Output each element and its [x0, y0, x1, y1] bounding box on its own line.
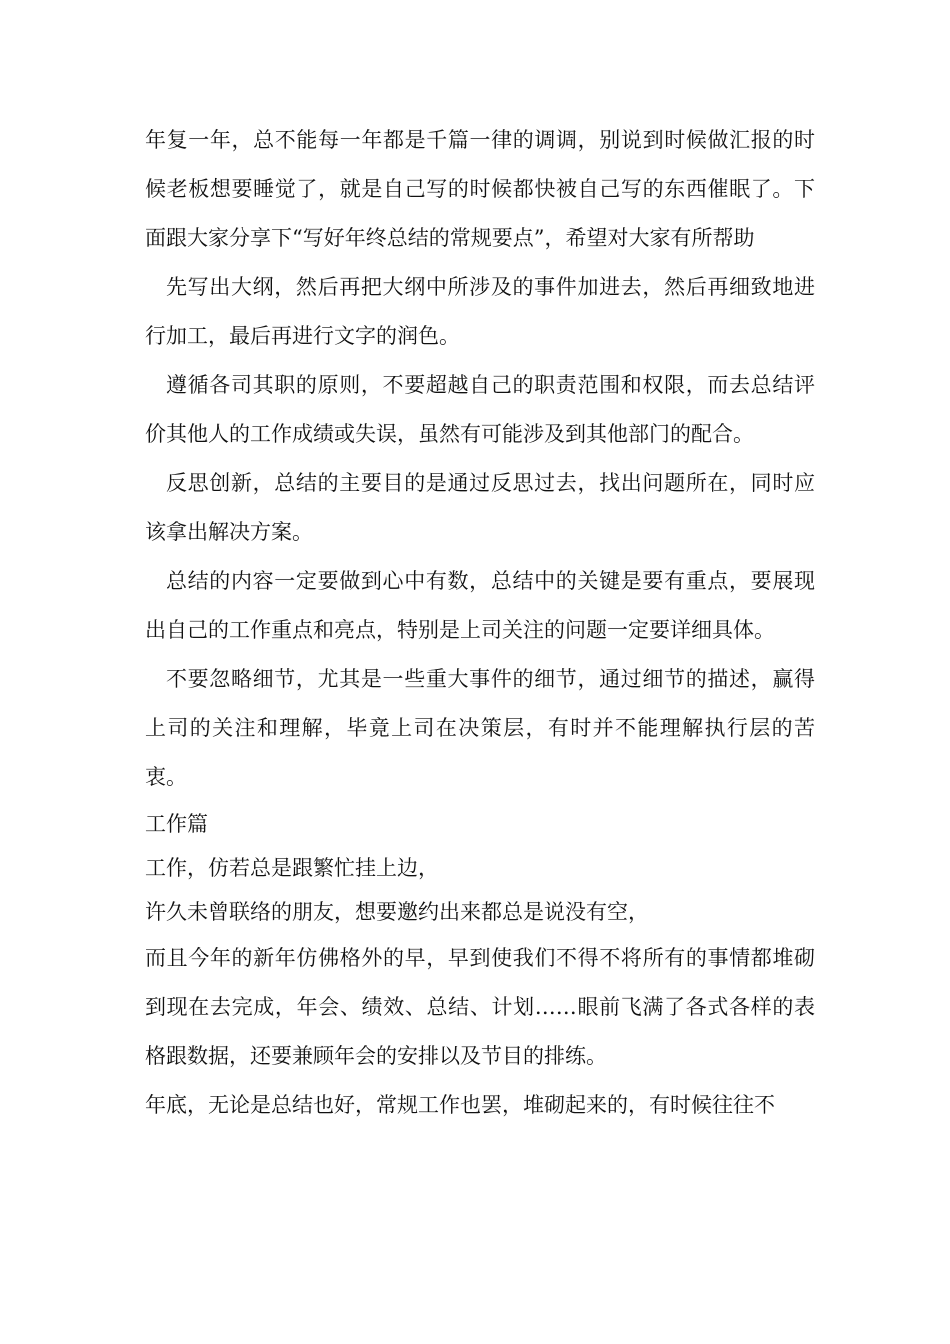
paragraph-responsibility: 遵循各司其职的原则，不要超越自己的职责范围和权限，而去总结评价其他人的工作成绩或失误，虽然有可能涉及到其他部门的配合。 — [145, 373, 815, 446]
paragraph-focus: 总结的内容一定要做到心中有数，总结中的关键是要有重点，要展现出自己的工作重点和亮点，特别是上司关注的问题一定要详细具体。 — [145, 569, 815, 642]
paragraph-reflection: 反思创新，总结的主要目的是通过反思过去，找出问题所在，同时应该拿出解决方案。 — [145, 471, 815, 544]
paragraph-details: 不要忽略细节，尤其是一些重大事件的细节，通过细节的描述，赢得上司的关注和理解，毕竟上司在决策层，有时并不能理解执行层的苦衷。 — [145, 667, 815, 789]
paragraph-friends: 许久未曾联络的朋友，想要邀约出来都总是说没有空， — [145, 900, 649, 924]
document-body — [145, 116, 815, 1130]
paragraph-work-busy: 工作，仿若总是跟繁忙挂上边， — [145, 856, 439, 880]
paragraph-intro: 年复一年，总不能每一年都是千篇一律的调调，别说到时候做汇报的时候老板想要睡觉了，就是自己写的时候都快被自己写的东西催眠了。下面跟大家分享下“写好年终总结的常规要点”，希望对大家有所帮助 — [145, 128, 815, 250]
paragraph-new-year: 而且今年的新年仿佛格外的早，早到使我们不得不将所有的事情都堆砌到现在去完成，年会、绩效、总结、计划……眼前飞满了各式各样的表格跟数据，还要兼顾年会的安排以及节目的排练。 — [145, 946, 815, 1068]
section-heading-work: 工作篇 — [145, 812, 208, 836]
paragraph-outline: 先写出大纲，然后再把大纲中所涉及的事件加进去，然后再细致地进行加工，最后再进行文字的润色。 — [145, 275, 815, 348]
paragraph-year-end: 年底，无论是总结也好，常规工作也罢，堆砌起来的，有时候往往不 — [145, 1093, 775, 1117]
